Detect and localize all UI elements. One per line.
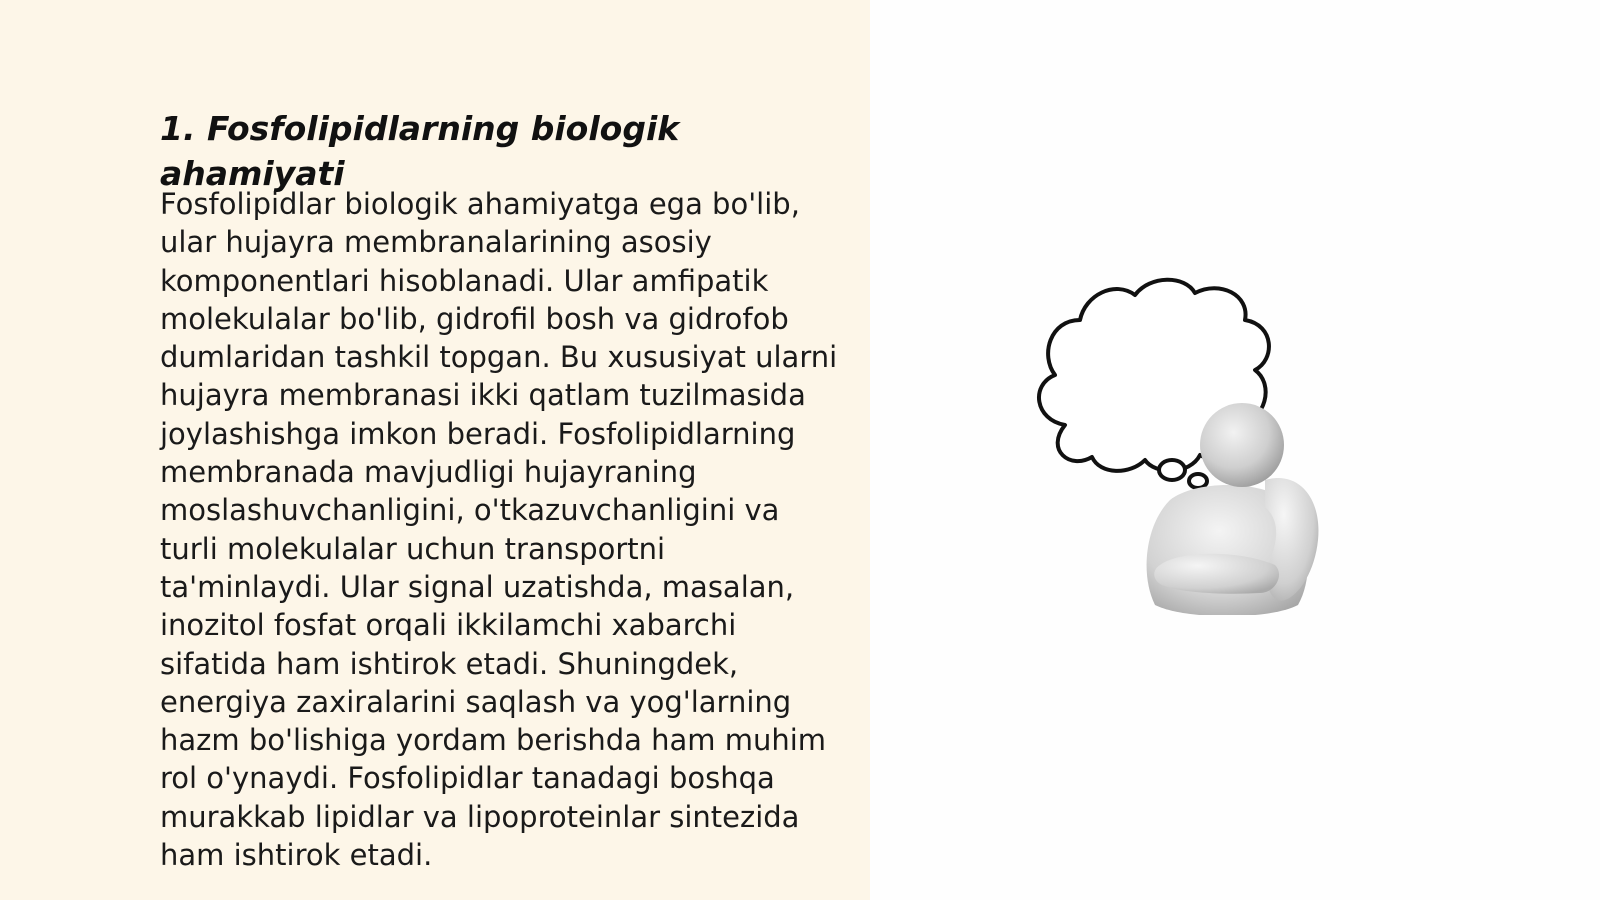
slide-body: Fosfolipidlar biologik ahamiyatga ega bo'lib, ular hujayra membranalarining asosiy komponentlari hisoblanadi. Ular amfipatik molekulalar bo'lib, gidrofil bosh va gidrofob dumlaridan tashkil topgan. Bu xususiyat ularni hujayra membranasi ikki qatlam tuzilmasida joylashishga imkon beradi. Fosfolipidlarning membranada mavjudligi hujayraning moslashuvchanligini, o'tkazuvchanligini va turli molekulalar uchun transportni ta'minlaydi. Ular signal uzatishda, masalan, inozitol fosfat orqali ikkilamchi xabarchi sifatida ham ishtirok etadi. Shuningdek, energiya zaxiralarini saqlash va yog'larning hazm bo'lishiga yordam berishda ham muhim rol o'ynaydi. Fosfolipidlar tanadagi boshqa murakkab lipidlar va lipoproteinlar sintezida ham ishtirok etadi. bbox=[160, 187, 838, 873]
thinking-person-icon bbox=[1030, 275, 1350, 615]
slide-title: 1. Fosfolipidlarning biologik ahamiyati bbox=[160, 109, 680, 193]
